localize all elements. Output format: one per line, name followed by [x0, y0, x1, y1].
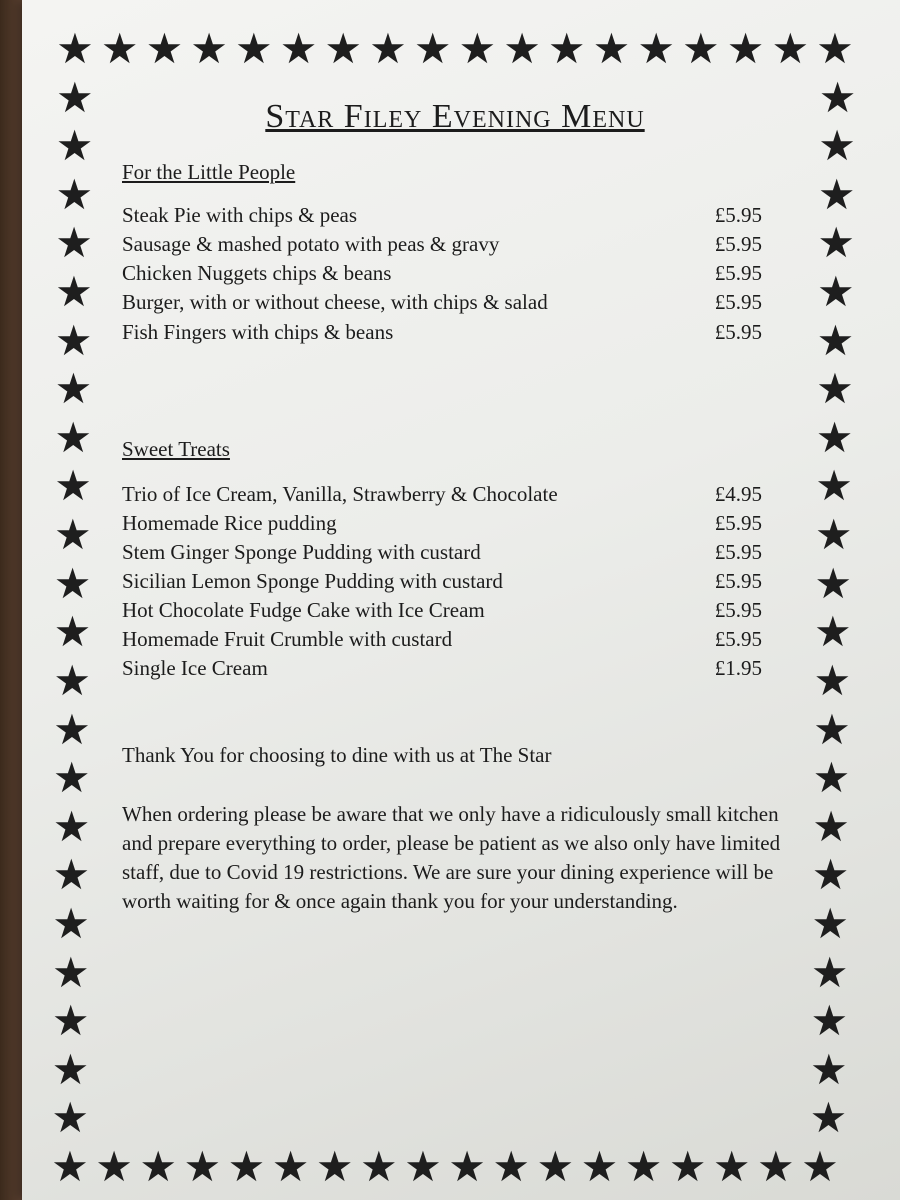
border-star: ★ — [580, 1145, 619, 1191]
border-star: ★ — [51, 999, 90, 1046]
menu-item — [122, 540, 762, 568]
border-star: ★ — [812, 804, 850, 851]
menu-item-name: Single Ice Cream — [122, 656, 268, 680]
section-heading-sweet-treats: Sweet Treats — [122, 437, 230, 461]
menu-item — [122, 627, 762, 655]
menu-item-price: £5.95 — [714, 232, 762, 256]
border-star: ★ — [592, 27, 631, 73]
menu-item-price: £5.95 — [714, 203, 762, 227]
border-star: ★ — [56, 27, 94, 73]
border-star: ★ — [771, 27, 810, 73]
border-star: ★ — [817, 221, 856, 268]
thank-you-message: Thank You for choosing to dine with us at The Star — [122, 743, 552, 767]
border-star: ★ — [52, 756, 91, 803]
border-star: ★ — [55, 221, 93, 268]
border-star: ★ — [811, 901, 849, 948]
border-star: ★ — [448, 1145, 486, 1191]
border-star: ★ — [413, 27, 452, 73]
border-star: ★ — [814, 513, 853, 560]
border-star: ★ — [801, 1145, 839, 1191]
border-star: ★ — [324, 27, 363, 73]
menu-item-name: Homemade Fruit Crumble with custard — [122, 627, 453, 651]
border-star: ★ — [53, 561, 92, 608]
menu-item — [122, 511, 762, 539]
border-star: ★ — [668, 1145, 707, 1191]
menu-item-price: £5.95 — [714, 569, 762, 593]
border-star: ★ — [54, 415, 93, 462]
border-star: ★ — [190, 27, 228, 73]
menu-item-name: Stem Ginger Sponge Pudding with custard — [122, 540, 481, 564]
ordering-notice: When ordering please be aware that we only have a ridiculously small kitchen and prepare everything to order, please be patient as we also only have limited staff, due to Covid 19 restrictions. We are sure your dining experience will be worth waiting for & once again thank you for your understanding. — [122, 802, 781, 913]
border-star: ★ — [815, 464, 853, 511]
menu-item — [122, 482, 762, 510]
border-star: ★ — [813, 658, 852, 705]
border-star: ★ — [55, 270, 93, 317]
border-star: ★ — [52, 950, 90, 997]
border-star: ★ — [315, 1145, 354, 1191]
menu-item-name: Homemade Rice pudding — [122, 511, 337, 535]
menu-item-name: Fish Fingers with chips & beans — [122, 320, 394, 344]
menu-item-price: £5.95 — [714, 627, 762, 651]
border-star: ★ — [51, 1047, 90, 1094]
border-star: ★ — [55, 75, 94, 122]
border-star: ★ — [53, 658, 91, 705]
border-star: ★ — [810, 950, 849, 997]
menu-item-name: Trio of Ice Cream, Vanilla, Strawberry & Chocolate — [122, 482, 558, 506]
menu-item-price: £5.95 — [714, 598, 762, 622]
border-star: ★ — [51, 1145, 89, 1191]
border-star: ★ — [811, 853, 850, 900]
border-star: ★ — [624, 1145, 663, 1191]
border-star: ★ — [757, 1145, 795, 1191]
menu-item — [122, 232, 762, 260]
menu-item — [122, 203, 762, 231]
section-heading-little-people: For the Little People — [122, 160, 296, 184]
border-star: ★ — [816, 270, 855, 317]
menu-item-price: £5.95 — [714, 290, 762, 314]
border-star: ★ — [503, 27, 541, 73]
border-star: ★ — [809, 1096, 848, 1143]
menu-item-price: £5.95 — [714, 540, 762, 564]
border-star: ★ — [813, 610, 852, 657]
border-star: ★ — [54, 367, 93, 414]
border-star: ★ — [812, 756, 851, 803]
border-star: ★ — [52, 901, 90, 948]
border-star: ★ — [814, 561, 853, 608]
border-star: ★ — [682, 27, 720, 73]
border-star: ★ — [52, 853, 91, 900]
border-star: ★ — [54, 464, 92, 511]
border-star: ★ — [139, 1145, 178, 1191]
border-star: ★ — [547, 27, 586, 73]
border-star: ★ — [810, 999, 849, 1046]
border-star: ★ — [818, 75, 857, 122]
menu-item-name: Sausage & mashed potato with peas & gravy — [122, 232, 500, 256]
border-star: ★ — [271, 1145, 310, 1191]
menu-item — [122, 320, 762, 348]
menu-item-price: £5.95 — [714, 511, 762, 535]
border-star: ★ — [359, 1145, 398, 1191]
border-star: ★ — [100, 27, 139, 73]
menu-item-name: Burger, with or without cheese, with chips & salad — [122, 290, 548, 314]
border-star: ★ — [816, 27, 854, 73]
border-star: ★ — [816, 318, 855, 365]
menu-item-name: Steak Pie with chips & peas — [122, 203, 358, 227]
border-star: ★ — [813, 707, 851, 754]
border-star: ★ — [712, 1145, 751, 1191]
border-star: ★ — [817, 172, 856, 219]
menu-item — [122, 598, 762, 626]
border-star: ★ — [51, 1096, 90, 1143]
menu-item — [122, 290, 762, 318]
border-star: ★ — [145, 27, 184, 73]
border-star: ★ — [810, 1047, 848, 1094]
menu-item-name: Chicken Nuggets chips & beans — [122, 261, 392, 285]
border-star: ★ — [234, 27, 273, 73]
border-star: ★ — [95, 1145, 133, 1191]
border-star: ★ — [536, 1145, 575, 1191]
menu-title: Star Filey Evening Menu — [265, 98, 645, 135]
border-star: ★ — [816, 367, 854, 414]
border-star: ★ — [458, 27, 497, 73]
border-star: ★ — [54, 318, 93, 365]
border-star: ★ — [818, 124, 856, 171]
border-star: ★ — [369, 27, 407, 73]
border-star: ★ — [55, 124, 94, 171]
border-star: ★ — [492, 1145, 530, 1191]
border-star: ★ — [55, 172, 94, 219]
border-star: ★ — [726, 27, 765, 73]
border-star: ★ — [404, 1145, 442, 1191]
menu-item-price: £4.95 — [714, 482, 762, 506]
menu-item-name: Hot Chocolate Fudge Cake with Ice Cream — [122, 598, 485, 622]
menu-item-price: £1.95 — [714, 656, 762, 680]
menu-item — [122, 569, 762, 597]
border-star: ★ — [53, 707, 91, 754]
menu-item — [122, 656, 762, 684]
menu-item — [122, 261, 762, 289]
border-star: ★ — [183, 1145, 222, 1191]
border-star: ★ — [815, 415, 854, 462]
border-star: ★ — [637, 27, 675, 73]
border-star: ★ — [227, 1145, 266, 1191]
menu-item-name: Sicilian Lemon Sponge Pudding with custard — [122, 569, 503, 593]
menu-item-price: £5.95 — [714, 261, 762, 285]
border-star: ★ — [53, 610, 92, 657]
border-star: ★ — [52, 804, 91, 851]
border-star: ★ — [53, 513, 92, 560]
border-star: ★ — [279, 27, 318, 73]
menu-item-price: £5.95 — [714, 320, 762, 344]
